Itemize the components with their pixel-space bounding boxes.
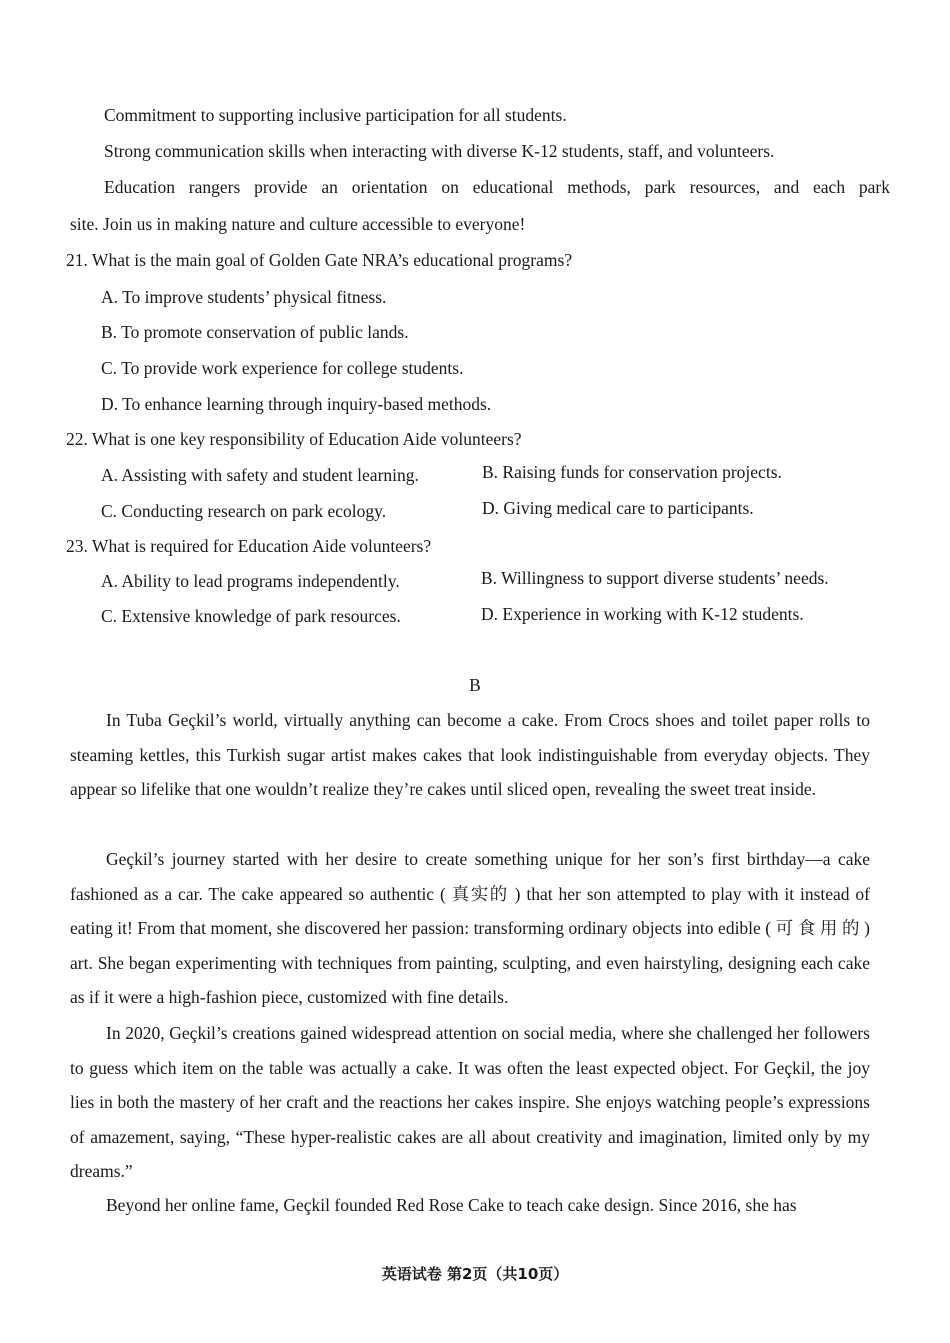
question-21-option-d: D. To enhance learning through inquiry-based methods.	[101, 394, 492, 414]
question-23-option-a: A. Ability to lead programs independently.	[101, 571, 400, 591]
question-23-stem: 23. What is required for Education Aide volunteers?	[66, 536, 432, 556]
question-21-stem: 21. What is the main goal of Golden Gate NRA’s educational programs?	[66, 250, 573, 270]
question-22-option-d: D. Giving medical care to participants.	[482, 498, 754, 518]
question-23-option-b: B. Willingness to support diverse students’ needs.	[481, 568, 829, 588]
orientation-line-2: site. Join us in making nature and culture accessible to everyone!	[70, 214, 526, 234]
question-22-option-a: A. Assisting with safety and student learning.	[101, 465, 419, 485]
orientation-line-1: Education rangers provide an orientation on educational methods, park resources, and each park	[104, 177, 890, 197]
question-21-option-b: B. To promote conservation of public lands.	[101, 322, 409, 342]
question-21-option-c: C. To provide work experience for college students.	[101, 358, 464, 378]
section-b-paragraph-4: Beyond her online fame, Geçkil founded Red Rose Cake to teach cake design. Since 2016, she has	[106, 1195, 797, 1215]
question-21-option-a: A. To improve students’ physical fitness.	[101, 287, 387, 307]
question-22-option-b: B. Raising funds for conservation projects.	[482, 462, 782, 482]
question-22-stem: 22. What is one key responsibility of Education Aide volunteers?	[66, 429, 522, 449]
question-23-option-d: D. Experience in working with K-12 students.	[481, 604, 804, 624]
section-b-heading: B	[469, 675, 481, 695]
requirement-inclusive: Commitment to supporting inclusive participation for all students.	[104, 105, 567, 125]
section-b-paragraph-1: In Tuba Geçkil’s world, virtually anything can become a cake. From Crocs shoes and toilet paper rolls to steaming kettles, this Turkish sugar artist makes cakes that look indistinguishable from everyday objects. They appear so lifelike that one wouldn’t realize they’re cakes until sliced open, revealing the sweet treat inside.	[70, 710, 870, 800]
question-23-option-c: C. Extensive knowledge of park resources.	[101, 606, 401, 626]
requirement-communication: Strong communication skills when interacting with diverse K-12 students, staff, and volunteers.	[104, 141, 775, 161]
section-b-paragraph-3: In 2020, Geçkil’s creations gained widespread attention on social media, where she challenged her followers to guess which item on the table was actually a cake. It was often the least expected object. For Geçkil, the joy lies in both the mastery of her craft and the reactions her cakes inspire. She enjoys watching people’s expressions of amazement, saying, “These hyper-realistic cakes are all about creativity and imagination, limited only by my dreams.”	[70, 1023, 870, 1182]
section-b-paragraph-2: Geçkil’s journey started with her desire to create something unique for her son’s first birthday—a cake fashioned as a car. The cake appeared so authentic ( 真实的 ) that her son attempted to play with it instead of eating it! From that moment, she discovered her passion: transforming ordinary objects into edible ( 可 食 用 的 ) art. She began experimenting with techniques from painting, sculpting, and even hairstyling, designing each cake as if it were a high-fashion piece, customized with fine details.	[70, 849, 870, 1008]
page-footer: 英语试卷 第2页（共10页）	[381, 1265, 569, 1283]
question-22-option-c: C. Conducting research on park ecology.	[101, 501, 387, 521]
